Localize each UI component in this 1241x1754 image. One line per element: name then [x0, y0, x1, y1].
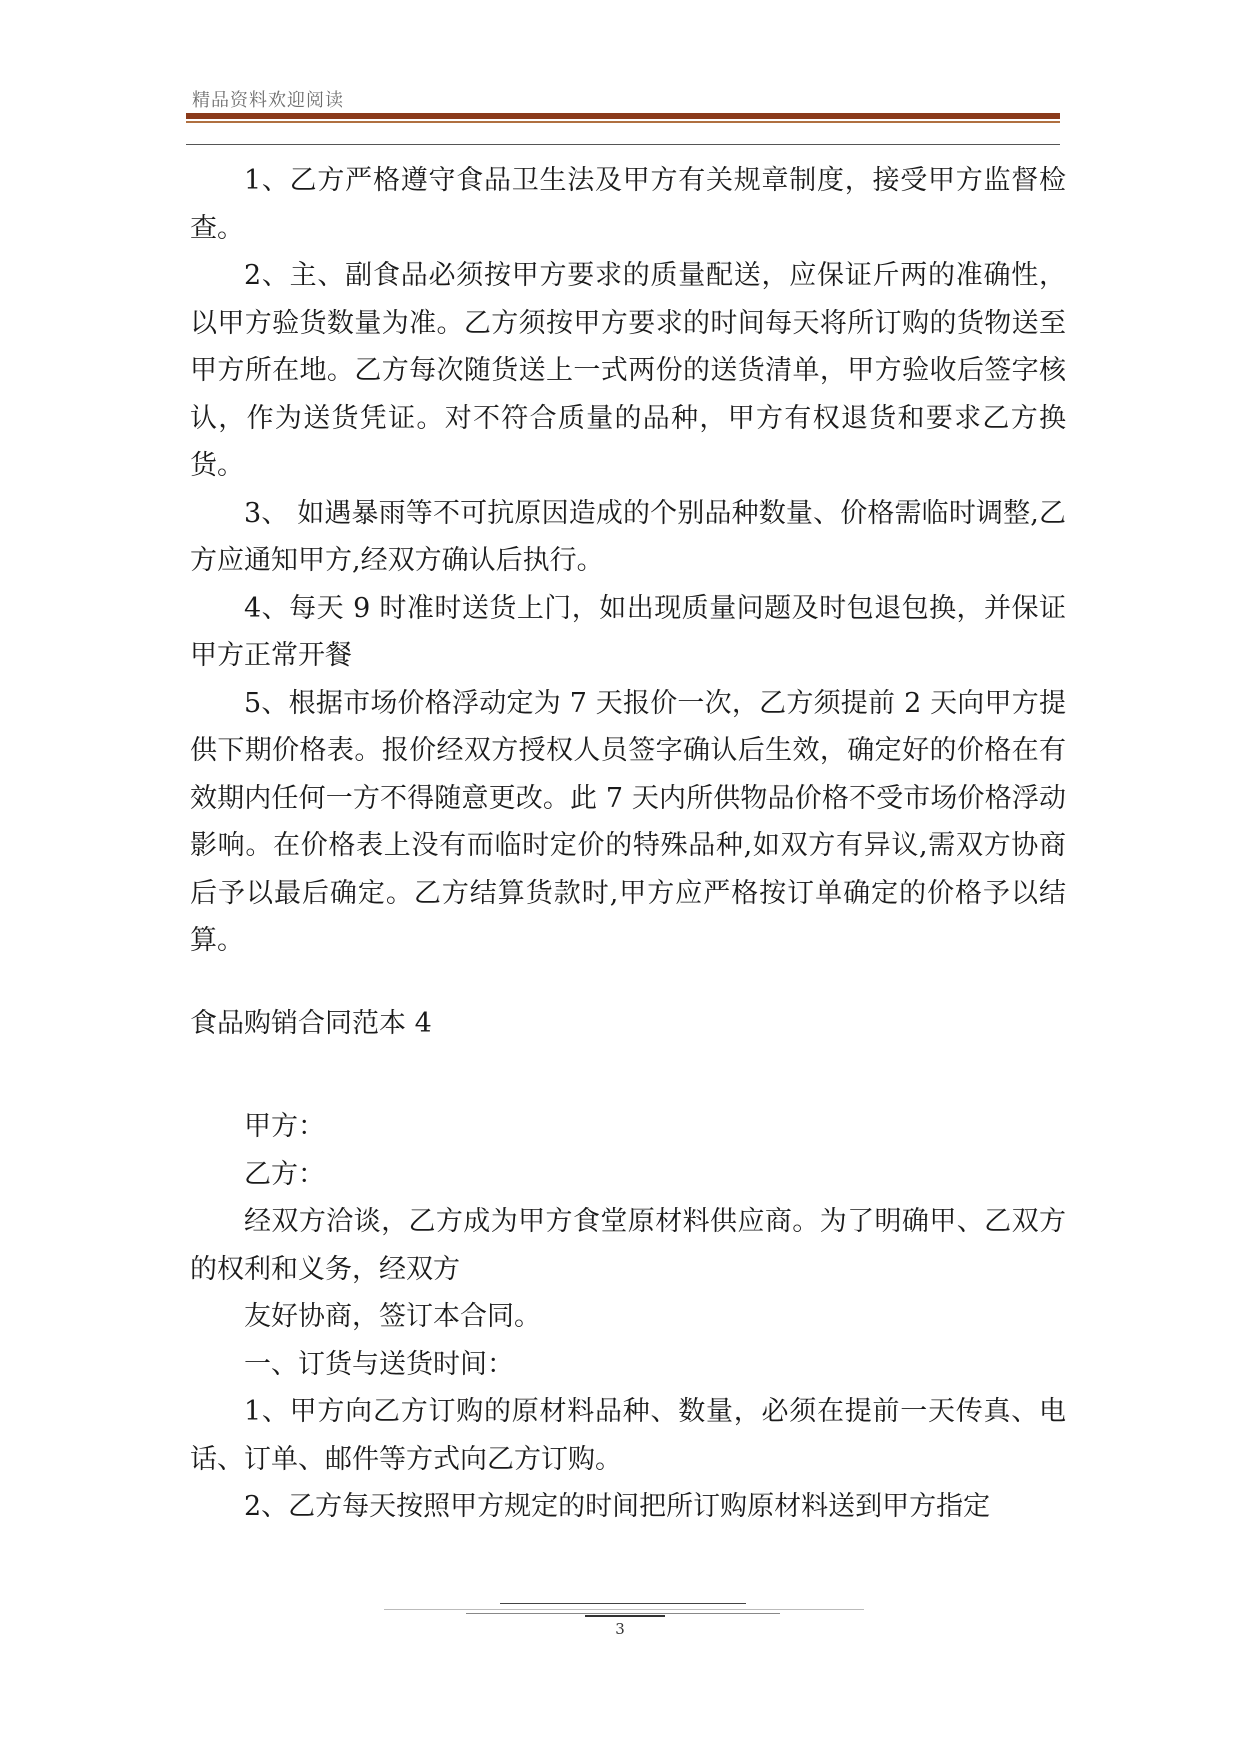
paragraph: 1、乙方严格遵守食品卫生法及甲方有关规章制度，接受甲方监督检查。 [190, 165, 1066, 244]
paragraph: 5、根据市场价格浮动定为 7 天报价一次，乙方须提前 2 天向甲方提供下期价格表。报价经双方授权人员签字确认后生效，确定好的价格在有效期内任何一方不得随意更改。此 7 天内所供物品价格不受市场价格浮动影响。在价格表上没有而临时定价的特殊品种,如双方有异议,需双方协商后予以最后确定。乙方结算货款时,甲方应严格按订单确定的价格予以结算。 [190, 687, 1066, 956]
paragraph: 经双方洽谈，乙方成为甲方食堂原材料供应商。为了明确甲、乙双方的权利和义务，经双方 [190, 1206, 1066, 1285]
paragraph: 乙方： [244, 1158, 325, 1190]
page-number: 3 [615, 1620, 625, 1638]
footer-rule [585, 1615, 665, 1617]
section-title: 食品购销合同范本 4 [190, 1007, 432, 1039]
paragraph: 2、主、副食品必须按甲方要求的质量配送，应保证斤两的准确性，以甲方验货数量为准。乙方须按甲方要求的时间每天将所订购的货物送至甲方所在地。乙方每次随货送上一式两份的送货清单，甲方验收后签字核认，作为送货凭证。对不符合质量的品种，甲方有权退货和要求乙方换货。 [190, 260, 1066, 481]
paragraph: 甲方： [244, 1111, 325, 1142]
header-rule-thick [186, 113, 1060, 119]
header-rule-mid [186, 121, 1060, 123]
paragraph: 一、订货与送货时间： [244, 1348, 514, 1380]
header-text: 精品资料欢迎阅读 [192, 90, 344, 111]
paragraph: 2、乙方每天按照甲方规定的时间把所订购原材料送到甲方指定 [244, 1491, 991, 1522]
document-body [190, 157, 1066, 1531]
paragraph: 4、每天 9 时准时送货上门，如出现质量问题及时包退包换，并保证甲方正常开餐 [190, 592, 1066, 671]
paragraph: 1、甲方向乙方订购的原材料品种、数量，必须在提前一天传真、电话、订单、邮件等方式向乙方订购。 [190, 1396, 1066, 1475]
paragraph: 3、 如遇暴雨等不可抗原因造成的个别品种数量、价格需临时调整,乙方应通知甲方,经双方确认后执行。 [190, 497, 1066, 576]
footer-rule [500, 1603, 746, 1604]
footer-rule [466, 1613, 780, 1614]
paragraph: 友好协商，签订本合同。 [244, 1301, 541, 1332]
footer-rule [384, 1609, 864, 1610]
header-rule-thin [186, 144, 1060, 145]
